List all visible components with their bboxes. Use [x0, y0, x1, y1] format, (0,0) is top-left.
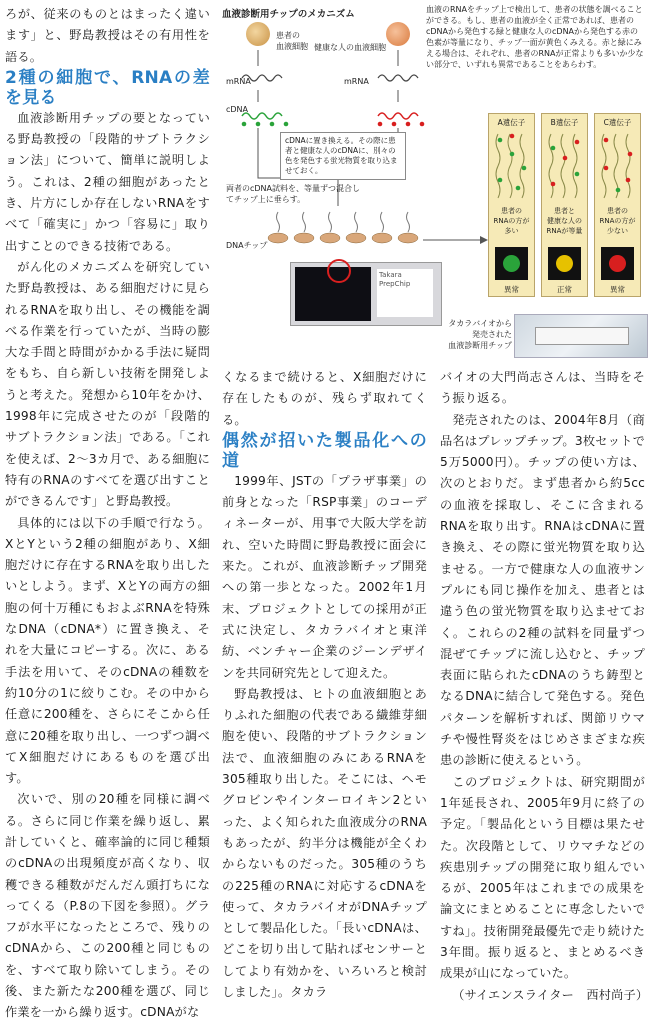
- signature: （サイエンスライター 西村尚子）: [452, 987, 649, 1002]
- paragraph: 1999年、JSTの「プラザ事業」の前身となった「RSP事業」のコーディネーターが、用事で大阪大学を訪れ、空いた時間に野島教授に面会に来た。これが、血液診断チップ開発への第一歩となった。2002年1月末、プロジェクトとしての採用が正式に決定し、タカラバイオと東洋紡、ベンチャー企業のジーンデザインを共同研究先として迎えた。: [222, 473, 427, 680]
- gene-c-title: C遺伝子: [603, 118, 632, 127]
- product-slide: [535, 327, 629, 345]
- gene-a-result: 異常: [504, 285, 519, 294]
- chip-printed-label: Takara PrepChip: [377, 269, 433, 317]
- gene-strands: [488, 128, 643, 202]
- green-dye-dots: [242, 122, 289, 127]
- red-dye-dots: [378, 122, 425, 127]
- gene-c-result: 異常: [610, 285, 625, 294]
- cdna-label: cDNA: [226, 105, 249, 114]
- paragraph: 次いで、別の20種を同様に調べる。さらに同じ作業を繰り返し、累計していくと、確率論的に同じ種類のcDNAの出現頻度が高くなり、収穫できる種数がだんだん頭打ちになってくる（P.8の下図を参照）。グラフが水平になったところで、残りのcDNAから、この200種と同じものを、すべて取り除いてしまう。その後、また新たな200種を選び、同じ作業を一から繰り返す。cDNAがな: [5, 792, 210, 1020]
- paragraph: 具体的には以下の手順で行なう。XとYという2種の細胞があり、X細胞だけに存在するRNAを取り出したいとしよう。まず、XとYの両方の細胞の何十万種にもおよぶRNAを特殊なDNA（cDNA*）に置き換え、それを大量にコピーする。次に、ある手法を用いて、そのcDNAの種数を約10分の1に絞りこむ。その中から任意に200種を、さらにそこから任意に20種を取り出し、一つずつ調べてX細胞だけにあるものを選び出す。: [5, 515, 210, 786]
- column-1: [5, 4, 210, 1024]
- paragraph: がん化のメカニズムを研究していた野島教授は、ある細胞だけに見られるRNAを取り出し、その機能を調べる作業を行っていたが、当時の膨大な手間と時間がかかる手法に疑問をもち、自ら新しい技術を開発しようと考えた。発想から10年をかけ、1998年に完成させたのが「段階的サブトラクション法」である。「これを使えば、2～3カ月で、ある細胞に特有のRNAのすべてを選び出すことができるんです」と野島教授。: [5, 259, 210, 509]
- heading-commercialization: 偶然が招いた製品化への道: [222, 430, 427, 471]
- gene-b-dot: [556, 255, 573, 272]
- chip-photo: [290, 262, 442, 326]
- healthy-cell-label: 健康な人の血液細胞: [314, 43, 386, 52]
- product-photo: [514, 314, 648, 358]
- gene-a-label: 患者の RNAの方が 多い: [493, 207, 530, 235]
- cdna-note-box: cDNAに置き換える。その際に患者と健康な人のcDNAに、別々の色を発色する蛍光物質を取り込ませておく。: [280, 132, 406, 180]
- gene-c-spot: [601, 247, 634, 280]
- paragraph: 発売されたのは、2004年8月（商品名はプレップチップ。3枚セットで5万5000円）。チップの使い方は、次のとおりだ。まず患者から約5ccの血液を採取し、そこに含まれるRNAを取り出す。RNAはcDNAに置き換え、その際に蛍光物質を取り込ませる。一方で健康な人の血液サンプルにも同じ操作を加え、患者とは違う色の蛍光物質を取り込ませておく。これらの2種の試料を同量ずつ混ぜてチップに流し込むと、チップ表面に貼られたcDNAのうち鋳型となるDNAに結合して発色する。発色パターンを解析すれば、関節リウマチや慢性腎炎をはじめさまざまな疾患の診断に使えるという。: [440, 412, 645, 768]
- gene-a-title: A遺伝子: [497, 118, 526, 127]
- product-caption: タカラバイオから 発売された 血液診断用チップ: [448, 319, 512, 350]
- column-2-intro: くなるまで続けると、X細胞だけに存在したものが、残らず取れてくる。: [222, 370, 427, 427]
- gene-b-label: 患者と 健康な人の RNAが等量: [546, 207, 583, 235]
- gene-b-title: B遺伝子: [550, 118, 579, 127]
- paragraph: 野島教授は、ヒトの血液細胞とありふれた細胞の代表である繊維芽細胞を使い、段階的サブトラクション法で、血液細胞のみにあるRNAを305種取り出した。そこには、ヘモグロビンやインターロイキン2といった、よく知られた血液成分のRNAもあったが、約半分は機能が全くわからないものだった。305種のうちの225種のRNAに対応するcDNAを使って、タカラバイオがDNAチップとして製品化した。「長いcDNAは、どこを切り出して貼ればセンサーとしてより有効かを、いろいろと検討しました」。タカラ: [222, 686, 427, 1000]
- cdna-strand-right: [378, 113, 418, 119]
- chip-label: DNAチップ: [226, 241, 268, 250]
- mrna-label-right: mRNA: [344, 77, 369, 86]
- column-2: [222, 367, 427, 1003]
- chip-spots: [268, 233, 418, 243]
- mrna-strand-left: [242, 75, 282, 81]
- patient-cell-label: 患者の 血液細胞: [276, 31, 308, 51]
- gene-a-spot: [495, 247, 528, 280]
- explanation-text: 血液のRNAをチップ上で検出して、患者の状態を調べることができる。もし、患者の血液が全く正常であれば、患者のcDNAから発色する緑と健康な人のcDNAから発色する赤の色素が等量になり、チップ一面が黄色くみえる。赤と緑にみえる場合は、それぞれ、患者のRNAが正常よりも多いか少ない部分で、いずれも異常であることをあらわす。: [426, 5, 644, 69]
- gene-b-spot: [548, 247, 581, 280]
- gene-a-dot: [503, 255, 520, 272]
- mechanism-figure: [218, 0, 650, 362]
- figure-title: 血液診断用チップのメカニズム: [222, 9, 355, 20]
- paragraph: 血液診断用チップの要となっている野島教授の「段階的サブトラクション法」について、簡単に説明しよう。これは、2種の細胞があったとき、片方にしか存在しないRNAをすべて「確実に」かつ「容易に」取り出すことのできる技術である。: [5, 110, 210, 253]
- chip-strands: [277, 212, 410, 232]
- paragraph: このプロジェクトは、研究期間が1年延長され、2005年9月に終了の予定。「製品化という目標は果たせた。次段階として、リウマチなどの疾患別チップの開発に取り組んでいるが、2005年はこれまでの成果を論文にまとめることに専念したいですね」。技術開発最優先で走り続けた3年間。振り返ると、まとめるべき成果が山になっていた。: [440, 774, 645, 981]
- mix-note: 両者のcDNA試料を、等量ずつ混合してチップ上に垂らす。: [226, 184, 361, 204]
- column-3: [440, 367, 649, 1006]
- cdna-strand-left: [242, 113, 282, 119]
- column-3-intro: バイオの大門尚志さんは、当時をそう振り返る。: [440, 370, 645, 406]
- gene-c-dot: [609, 255, 626, 272]
- mrna-label-left: mRNA: [226, 77, 251, 86]
- gene-b-result: 正常: [557, 285, 572, 294]
- gene-c-label: 患者の RNAの方が 少ない: [599, 207, 636, 235]
- heading-two-cells: 2種の細胞で、RNAの差を見る: [5, 67, 210, 108]
- chip-highlight-circle: [327, 259, 351, 283]
- column-1-intro: ろが、従来のものとはまったく違います」と、野島教授はその有用性を語る。: [5, 7, 210, 64]
- mrna-strand-right: [378, 75, 418, 81]
